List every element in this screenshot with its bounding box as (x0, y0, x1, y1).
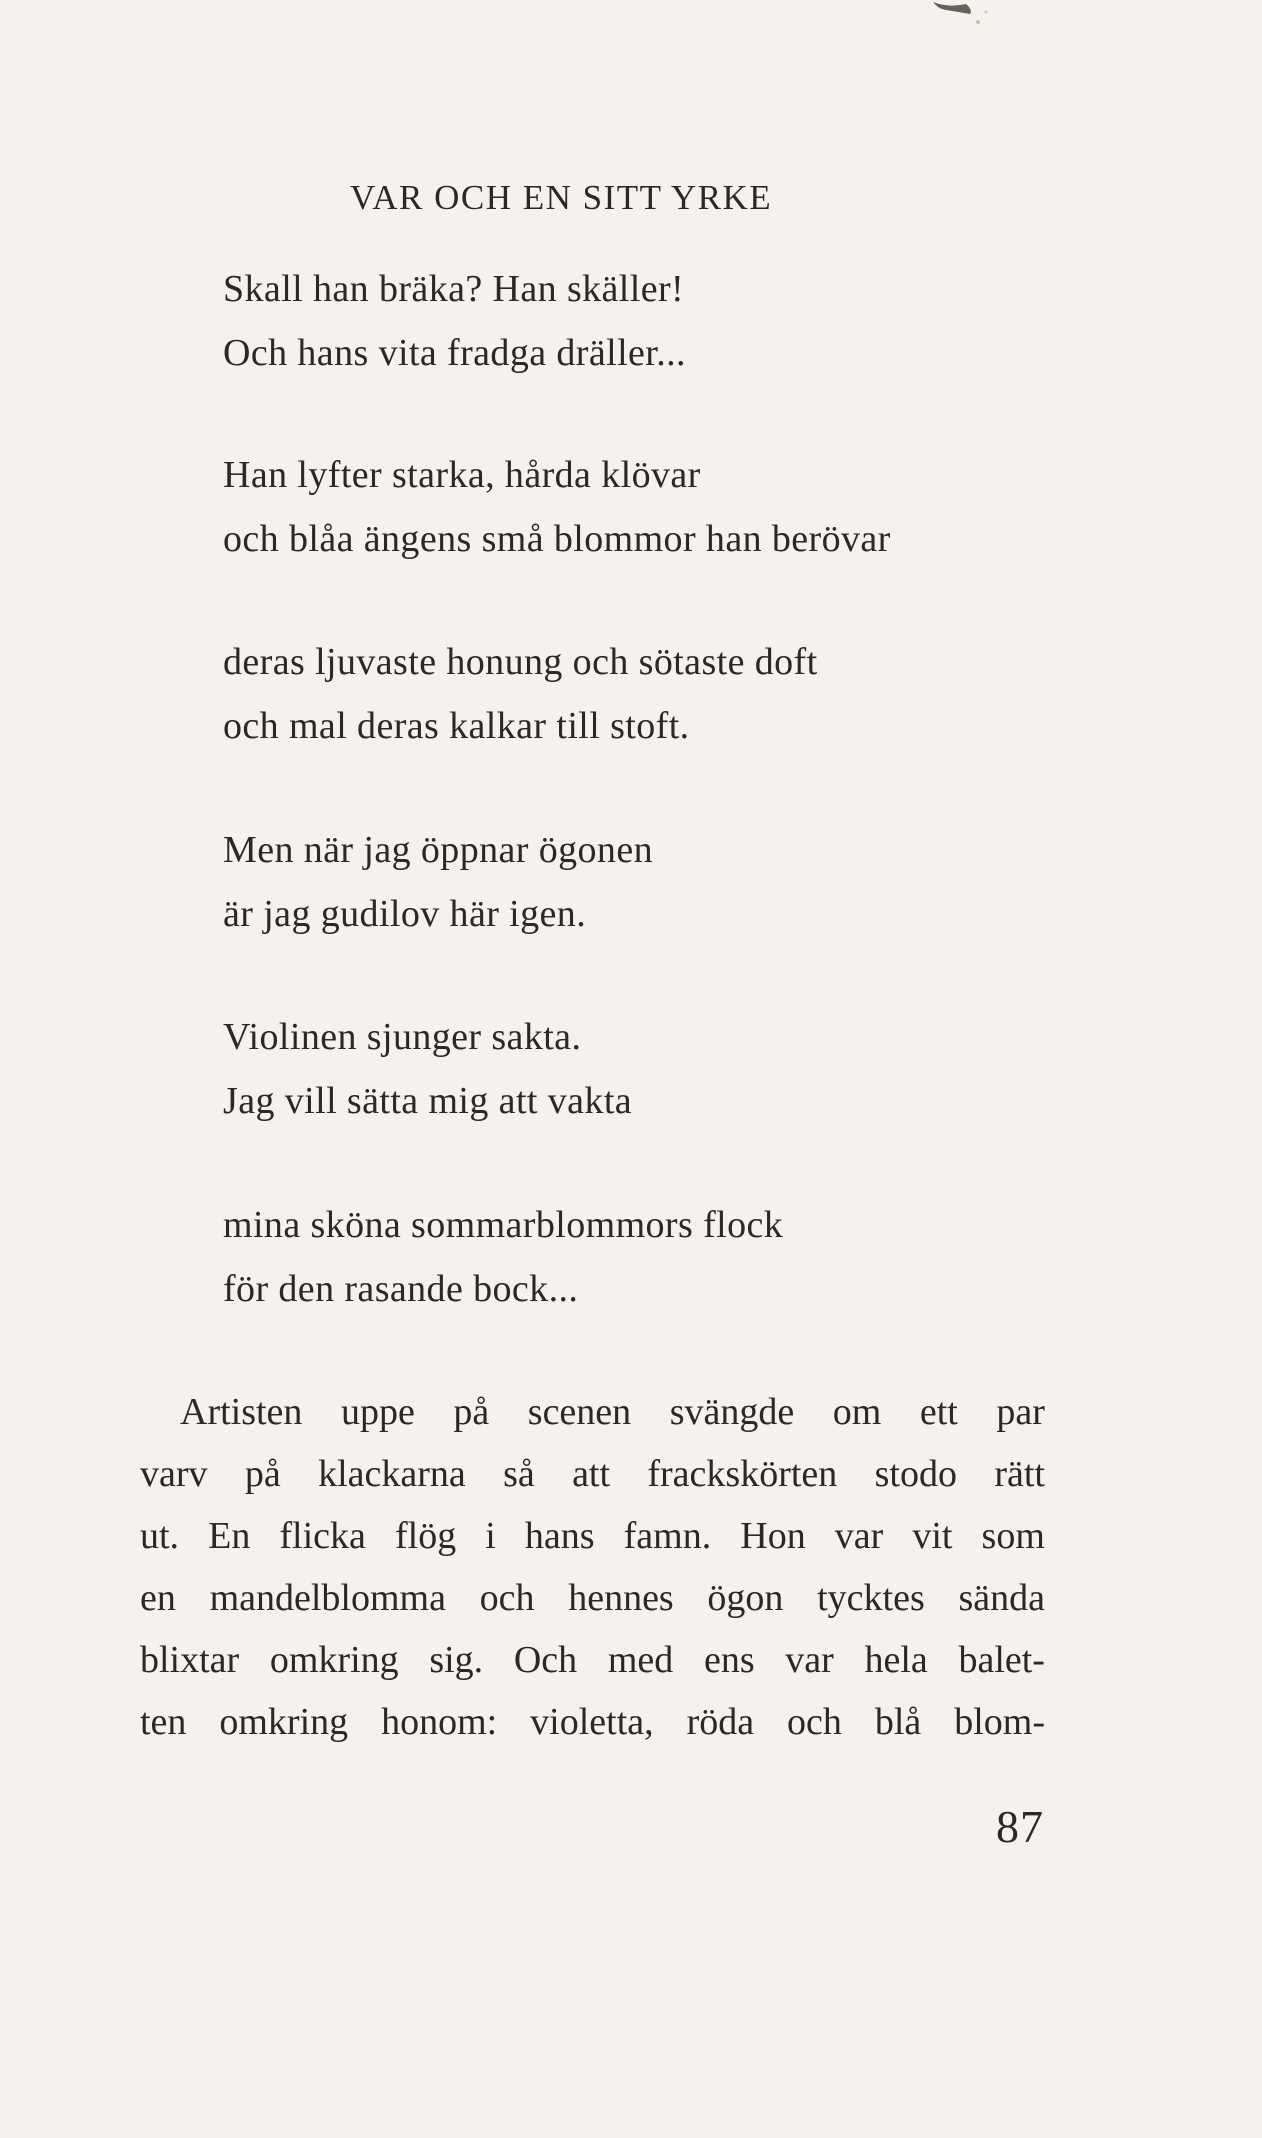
verse-line: och mal deras kalkar till stoft. (223, 705, 690, 747)
verse-line: Och hans vita fradga dräller... (223, 332, 686, 374)
prose-word: med (607, 1639, 674, 1681)
prose-word: varv (140, 1453, 208, 1495)
stanza-5 (223, 1005, 632, 1133)
prose-word: blom- (954, 1701, 1045, 1743)
prose-word: hans (524, 1515, 595, 1557)
prose-word: var (834, 1515, 884, 1557)
prose-word: svängde (669, 1391, 795, 1433)
prose-word: sända (958, 1577, 1045, 1619)
verse-line: Han lyfter starka, hårda klövar (223, 454, 701, 496)
page-number: 87 (996, 1801, 1044, 1852)
verse-line: Jag vill sätta mig att vakta (223, 1080, 633, 1122)
prose-word: hennes (568, 1577, 674, 1619)
prose-word: uppe (340, 1391, 415, 1433)
stanza-2 (223, 443, 891, 571)
prose-word: Artisten (180, 1391, 303, 1433)
prose-word: att (572, 1453, 611, 1495)
prose-word: blixtar (140, 1639, 240, 1681)
prose-word: scenen (527, 1391, 632, 1433)
verse-line: för den rasande bock... (223, 1268, 579, 1310)
prose-line (140, 1691, 1045, 1753)
prose-word: tycktes (817, 1577, 925, 1619)
prose-word: violetta, (530, 1701, 654, 1743)
prose-word: omkring (219, 1701, 349, 1743)
prose-word: stodo (874, 1453, 957, 1495)
prose-word: ett (919, 1391, 958, 1433)
prose-word: på (244, 1453, 281, 1495)
prose-paragraph (140, 1381, 1045, 1753)
prose-word: Och (513, 1639, 578, 1681)
prose-word: famn. (623, 1515, 712, 1557)
prose-word: om (832, 1391, 882, 1433)
prose-line (140, 1443, 1045, 1505)
prose-line (140, 1629, 1045, 1691)
prose-word: balet- (958, 1639, 1045, 1681)
poem-title: VAR OCH EN SITT YRKE (350, 178, 773, 217)
prose-word: flicka (279, 1515, 366, 1557)
prose-word: Hon (740, 1515, 806, 1557)
prose-word: en (140, 1577, 176, 1619)
prose-word: omkring (269, 1639, 399, 1681)
ink-stain (928, 0, 1008, 60)
stanza-4 (223, 818, 653, 946)
verse-line: deras ljuvaste honung och sötaste doft (223, 641, 818, 683)
prose-word: frackskörten (647, 1453, 838, 1495)
prose-word: mandelblomma (209, 1577, 446, 1619)
prose-word: ens (703, 1639, 755, 1681)
prose-word: blå (874, 1701, 922, 1743)
stanza-1 (223, 257, 686, 385)
prose-word: vit (912, 1515, 953, 1557)
prose-word: och (787, 1701, 842, 1743)
prose-line (140, 1505, 1045, 1567)
prose-word: par (996, 1391, 1045, 1433)
prose-word: ut. (140, 1515, 180, 1557)
verse-line: Men när jag öppnar ögonen (223, 829, 653, 871)
prose-word: hela (864, 1639, 928, 1681)
prose-word: ögon (707, 1577, 784, 1619)
verse-line: är jag gudilov här igen. (223, 893, 587, 935)
stanza-3 (223, 630, 818, 758)
prose-word: honom: (381, 1701, 498, 1743)
verse-line: och blåa ängens små blommor han berövar (223, 518, 891, 560)
prose-word: och (479, 1577, 535, 1619)
prose-line (140, 1381, 1045, 1443)
prose-word: så (503, 1453, 535, 1495)
prose-word: klackarna (318, 1453, 466, 1495)
prose-word: som (981, 1515, 1045, 1557)
verse-line: mina sköna sommarblommors flock (223, 1204, 784, 1246)
prose-word: var (785, 1639, 834, 1681)
prose-word: ten (140, 1701, 187, 1743)
stanza-6 (223, 1193, 783, 1321)
prose-line (140, 1567, 1045, 1629)
prose-word: rätt (994, 1453, 1045, 1495)
prose-word: flög (394, 1515, 457, 1557)
prose-word: i (485, 1515, 496, 1557)
verse-line: Violinen sjunger sakta. (223, 1016, 582, 1058)
prose-word: på (453, 1391, 490, 1433)
prose-word: röda (686, 1701, 755, 1743)
prose-word: En (208, 1515, 251, 1557)
prose-word: sig. (429, 1639, 484, 1681)
verse-line: Skall han bräka? Han skäller! (223, 268, 685, 310)
